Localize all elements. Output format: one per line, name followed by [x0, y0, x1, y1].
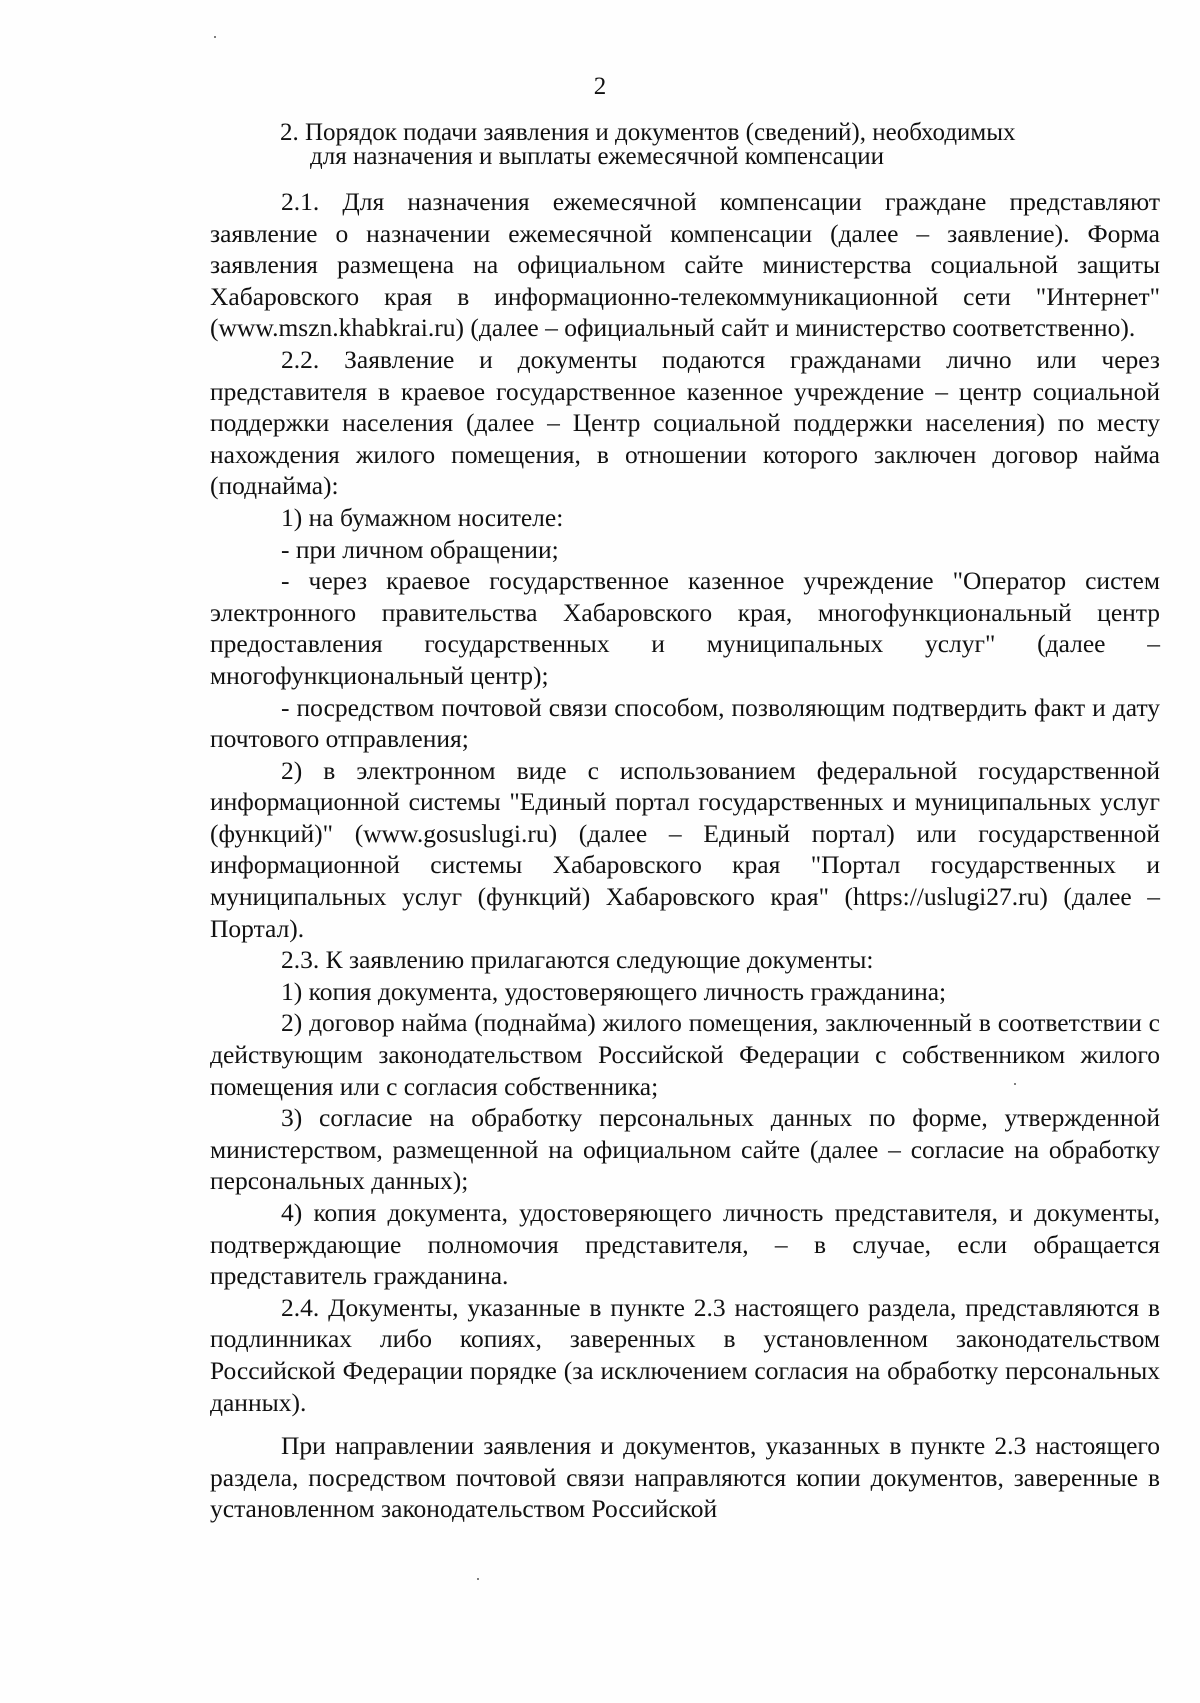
list-item-mfc: - через краевое государственное казенное учреждение "Оператор систем электронного правительства Хабаровского края, многофункциональный центр предоставления государственных и муниципальных услуг" (далее – многофункциональный центр);	[210, 566, 1160, 690]
list-item-representative: 4) копия документа, удостоверяющего личность представителя, и документы, подтверждающие полномочия представителя, – в случае, если обращается представитель гражданина.	[210, 1198, 1160, 1291]
section-heading	[280, 121, 1160, 169]
scan-speck	[1014, 1083, 1016, 1085]
paragraph-2-1: 2.1. Для назначения ежемесячной компенсации граждане представляют заявление о назначении ежемесячной компенсации (далее – заявление). Форма заявления размещена на официальном сайте министерства социальной защиты Хабаровского края в информационно-телекоммуникационной сети "Интернет" (www.mszn.khabkrai.ru) (далее – официальный сайт и министерство соответственно).	[210, 187, 1160, 343]
paragraph-2-3: 2.3. К заявлению прилагаются следующие документы:	[281, 945, 874, 975]
paragraph-2-2: 2.2. Заявление и документы подаются гражданами лично или через представителя в краевое государственное казенное учреждение – центр социальной поддержки населения (далее – Центр социальной поддержки населения) по месту нахождения жилого помещения, в отношении которого заключен договор найма (поднайма):	[210, 344, 1160, 501]
paragraph-postal-copies: При направлении заявления и документов, указанных в пункте 2.3 настоящего раздела, посредством почтовой связи направляются копии документов, заверенные в установленном законодательством Российской	[210, 1431, 1160, 1524]
list-item-paper-medium: 1) на бумажном носителе:	[281, 502, 564, 532]
section-heading-line-1: 2. Порядок подачи заявления и документов (сведений), необходимых	[280, 119, 1016, 146]
list-item-consent: 3) согласие на обработку персональных данных по форме, утвержденной министерством, размещенной на официальном сайте (далее – согласие на обработку персональных данных);	[210, 1103, 1160, 1196]
list-item-postal: - посредством почтовой связи способом, позволяющим подтвердить факт и дату почтового отправления;	[210, 692, 1160, 754]
scan-speck	[214, 36, 216, 38]
list-item-lease-contract: 2) договор найма (поднайма) жилого помещения, заключенный в соответствии с действующим законодательством Российской Федерации с собственником жилого помещения или с согласия собственника;	[210, 1008, 1160, 1101]
page-number: 2	[593, 73, 607, 100]
paragraph-2-4: 2.4. Документы, указанные в пункте 2.3 настоящего раздела, представляются в подлинниках либо копиях, заверенных в установленном законодательством Российской Федерации порядке (за исключением согласия на обработку персональных данных).	[210, 1292, 1160, 1417]
list-item-identity-copy: 1) копия документа, удостоверяющего личность гражданина;	[281, 976, 947, 1006]
scan-speck	[477, 1578, 479, 1580]
list-item-electronic: 2) в электронном виде с использованием федеральной государственной информационной системы "Единый портал государственных и муниципальных услуг (функций)" (www.gosuslugi.ru) (далее – Единый портал) или государственной информационной системы Хабаровского края "Портал государственных и муниципальных услуг (функций) Хабаровского края" (https://uslugi27.ru) (далее – Портал).	[210, 755, 1160, 943]
document-body	[210, 186, 1160, 1525]
list-item-in-person: - при личном обращении;	[281, 534, 559, 564]
section-heading-line-2: для назначения и выплаты ежемесячной компенсации	[310, 143, 885, 170]
